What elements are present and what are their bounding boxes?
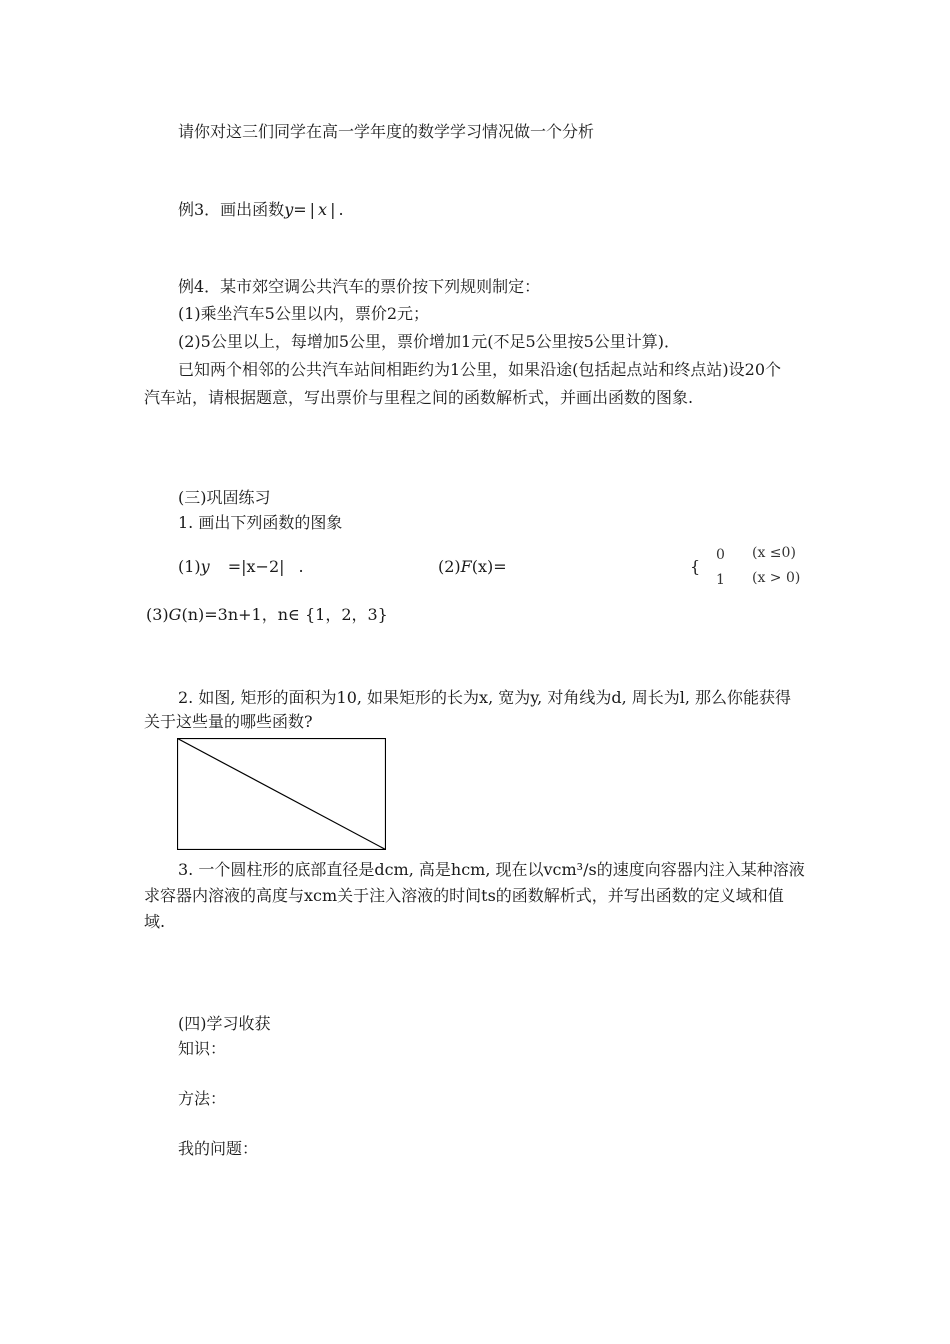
ex3-eq: = [293,200,307,219]
f1-eq: = [227,557,242,576]
f2-arg: (x) [471,557,494,576]
f3-rest: =3n+1，n∈ {1，2，3} [204,605,388,624]
f3-label: (3) [146,605,169,624]
practice-q2-line1: 2. 如图, 矩形的面积为10, 如果矩形的长为x, 宽为y, 对角线为d, 周长为l, 那么你能获得 [178,688,792,707]
harvest-method: 方法： [178,1089,227,1108]
ex4-body1: 已知两个相邻的公共汽车站间相距约为1公里，如果沿途(包括起点站和终点站)设20个 [178,360,782,379]
harvest-knowledge: 知识： [178,1039,227,1058]
ex4-body2: 汽车站，请根据题意，写出票价与里程之间的函数解析式，并画出函数的图象. [144,388,694,407]
harvest-heading: (四)学习收获 [178,1014,271,1033]
ex3-bar-right: | [330,200,336,219]
practice-q1: 1. 画出下列函数的图象 [178,513,343,532]
f2-label: (2) [438,557,461,576]
ex4-rule2: (2)5公里以上，每增加5公里，票价增加1元(不足5公里按5公里计算)． [178,332,681,351]
f1-end: . [298,557,304,576]
rectangle-diagram [177,738,386,850]
function-3 [146,605,388,625]
ex3-end: . [338,200,344,219]
example-3 [178,200,344,220]
f2-brace: { [690,557,701,576]
f3-arg: (n) [181,605,205,624]
ex3-y: y [284,200,294,219]
ex3-prefix: 例3．画出函数 [178,200,285,219]
f2-F: F [460,557,472,576]
practice-q2-line2: 关于这些量的哪些函数? [144,712,313,731]
f2-case2-value: 1 [716,572,725,588]
ex4-title: 例4．某市郊空调公共汽车的票价按下列规则制定： [178,277,541,296]
harvest-question: 我的问题： [178,1139,259,1158]
rectangle-diagonal [178,739,386,850]
f2-eq: = [493,557,507,576]
f1-label: (1) [178,557,201,576]
f1-body: |x−2| [241,557,285,576]
practice-q3-line2: 求容器内溶液的高度与xcm关于注入溶液的时间ts的函数解析式，并写出函数的定义域和值 [144,886,784,905]
f3-G: G [168,605,182,624]
ex4-rule1: (1)乘坐汽车5公里以内，票价2元； [178,304,430,323]
intro-text: 请你对这三们同学在高一学年度的数学学习情况做一个分析 [178,122,595,141]
function-1 [178,557,304,577]
ex3-x: x [318,200,328,219]
f2-case1-condition: (x ≤0) [752,545,796,561]
practice-heading: (三)巩固练习 [178,488,271,507]
function-2 [438,557,507,577]
ex3-bar-left: | [309,200,316,219]
practice-q3-line3: 域. [144,912,166,931]
practice-q3-line1: 3. 一个圆柱形的底部直径是dcm, 高是hcm, 现在以vcm³/s的速度向容器内注入某种溶液 [178,860,805,879]
f1-y: y [200,557,210,576]
f2-case1-value: 0 [716,547,725,563]
f2-case2-condition: (x > 0) [752,570,801,586]
